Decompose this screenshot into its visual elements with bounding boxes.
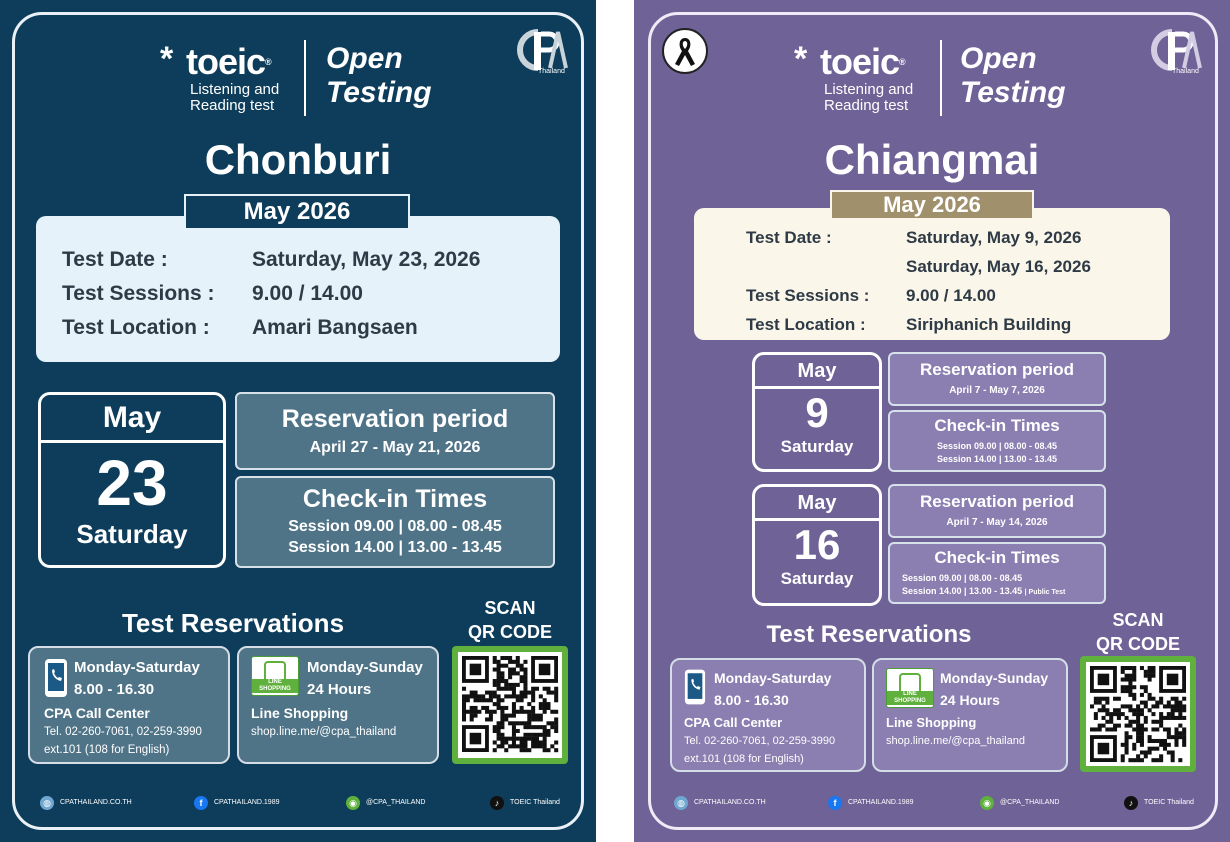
call-hours: 8.00 - 16.30 <box>714 692 789 708</box>
scan-qr-label: SCAN QR CODE <box>467 598 552 642</box>
calendar-day: 9 <box>805 389 829 436</box>
line-shopping-card[interactable] <box>872 658 1068 772</box>
calendar-body <box>755 521 879 589</box>
calendar-date <box>752 352 882 472</box>
checkin-times-box <box>888 542 1106 604</box>
line-shopping-name: Line Shopping <box>886 715 977 730</box>
footer-facebook[interactable]: f CPATHAILAND.1989 <box>194 796 280 810</box>
call-center-card[interactable] <box>670 658 866 772</box>
checkin-times-title: Check-in Times <box>934 548 1060 567</box>
line-days: Monday-Sunday <box>307 659 423 676</box>
checkin-session-1: Session 09.00 | 08.00 - 08.45 <box>902 573 1023 583</box>
line-shopping-card[interactable] <box>237 646 439 764</box>
line-shopping-name: Line Shopping <box>251 705 349 721</box>
call-ext: ext.101 (108 for English) <box>44 744 170 756</box>
calendar-month: May <box>755 487 879 521</box>
calendar-weekday: Saturday <box>780 437 854 456</box>
footer-website[interactable]: ◍ CPATHAILAND.CO.TH <box>674 796 766 810</box>
call-ext: ext.101 (108 for English) <box>684 753 804 765</box>
footer-tiktok[interactable]: ♪ TOEIC Thailand <box>490 796 560 810</box>
qr-code-image <box>1086 662 1190 766</box>
call-center-name: CPA Call Center <box>684 715 783 730</box>
reservations-title: Test Reservations <box>766 621 972 648</box>
toeic-subtitle: Listening and Reading test <box>190 81 280 114</box>
reservation-period-value: April 7 - May 7, 2026 <box>949 385 1045 396</box>
toeic-wordmark: toeic® <box>820 41 905 82</box>
calendar-weekday: Saturday <box>780 569 854 588</box>
calendar-day: 23 <box>96 447 168 519</box>
qr-code[interactable] <box>452 646 568 764</box>
calendar-date <box>38 392 226 568</box>
reservation-period-title: Reservation period <box>281 405 509 433</box>
footer <box>674 796 1204 812</box>
test-location-label: Test Location : <box>62 316 210 339</box>
test-location-value: Amari Bangsaen <box>252 316 418 339</box>
reservation-period-value: April 27 - May 21, 2026 <box>309 439 481 456</box>
poster-chonburi <box>0 0 596 842</box>
calendar-body <box>41 447 223 549</box>
reservations-title: Test Reservations <box>121 608 345 638</box>
line-shopping-url[interactable]: shop.line.me/@cpa_thailand <box>251 726 397 738</box>
call-tel: Tel. 02-260-7061, 02-259-3990 <box>44 726 202 738</box>
line-icon: ◉ <box>980 796 994 810</box>
call-hours: 8.00 - 16.30 <box>74 681 155 698</box>
test-date-label: Test Date : <box>746 228 832 247</box>
city-title: Chiangmai <box>824 136 1040 183</box>
phone-icon <box>684 668 706 706</box>
line-shopping-url[interactable]: shop.line.me/@cpa_thailand <box>886 735 1025 747</box>
line-shopping-icon: LINE SHOPPING <box>251 656 299 696</box>
city-title: Chonburi <box>204 136 392 183</box>
qr-code[interactable] <box>1080 656 1196 772</box>
line-shopping-icon: LINE SHOPPING <box>886 668 934 708</box>
calendar-date <box>752 484 882 606</box>
call-days: Monday-Saturday <box>714 670 832 686</box>
month-banner: May 2026 <box>830 190 1034 220</box>
phone-icon <box>44 658 68 698</box>
cpa-logo-text: Thailand <box>538 68 565 75</box>
call-days: Monday-Saturday <box>74 659 200 676</box>
open-testing-title: Open Testing <box>326 42 432 109</box>
call-tel: Tel. 02-260-7061, 02-259-3990 <box>684 735 836 747</box>
checkin-public-test-note: | Public Test <box>1024 589 1066 596</box>
calendar-body <box>755 389 879 457</box>
cpa-logo-text: Thailand <box>1172 68 1199 75</box>
checkin-times-title: Check-in Times <box>302 485 488 513</box>
tiktok-icon: ♪ <box>1124 796 1138 810</box>
globe-icon: ◍ <box>40 796 54 810</box>
checkin-times-box <box>888 410 1106 472</box>
calendar-month: May <box>41 395 223 443</box>
line-hours: 24 Hours <box>307 681 372 698</box>
facebook-icon: f <box>194 796 208 810</box>
reservation-period-box <box>235 392 555 470</box>
checkin-times-box <box>235 476 555 568</box>
toeic-star-icon: * <box>794 40 808 78</box>
line-hours: 24 Hours <box>940 692 1000 708</box>
test-sessions-value: 9.00 / 14.00 <box>252 282 363 305</box>
call-center-card[interactable] <box>28 646 230 764</box>
reservation-period-title: Reservation period <box>920 360 1074 379</box>
brand-divider <box>304 40 306 116</box>
line-icon: ◉ <box>346 796 360 810</box>
month-banner: May 2026 <box>184 194 410 230</box>
toeic-wordmark: toeic® <box>186 41 271 82</box>
test-sessions-label: Test Sessions : <box>746 286 870 305</box>
footer-facebook[interactable]: f CPATHAILAND.1989 <box>828 796 914 810</box>
reservation-period-box <box>888 352 1106 406</box>
footer <box>40 796 570 812</box>
facebook-icon: f <box>828 796 842 810</box>
test-date-label: Test Date : <box>62 248 168 271</box>
brand-divider <box>940 40 942 116</box>
footer-line[interactable]: ◉ @CPA_THAILAND <box>346 796 426 810</box>
checkin-session-2: Session 14.00 | 13.00 - 13.45 <box>936 454 1058 464</box>
footer-website[interactable]: ◍ CPATHAILAND.CO.TH <box>40 796 132 810</box>
checkin-session-1: Session 09.00 | 08.00 - 08.45 <box>936 441 1058 451</box>
mourning-ribbon-icon <box>662 28 708 74</box>
call-center-name: CPA Call Center <box>44 705 150 721</box>
reservation-period-title: Reservation period <box>920 492 1074 511</box>
checkin-session-1: Session 09.00 | 08.00 - 08.45 <box>288 518 502 535</box>
poster-chiangmai <box>634 0 1230 842</box>
footer-tiktok[interactable]: ♪ TOEIC Thailand <box>1124 796 1194 810</box>
checkin-session-2-row <box>890 585 1104 599</box>
line-days: Monday-Sunday <box>940 670 1049 686</box>
globe-icon: ◍ <box>674 796 688 810</box>
calendar-weekday: Saturday <box>76 519 188 549</box>
tiktok-icon: ♪ <box>490 796 504 810</box>
test-location-label: Test Location : <box>746 315 866 334</box>
scan-qr-label: SCAN QR CODE <box>1095 610 1180 654</box>
checkin-session-2: Session 14.00 | 13.00 - 13.45 <box>902 586 1023 596</box>
toeic-star-icon: * <box>160 40 174 78</box>
reservation-period-value: April 7 - May 14, 2026 <box>946 517 1048 528</box>
qr-code-image <box>458 652 562 758</box>
test-location-value: Siriphanich Building <box>906 315 1072 334</box>
reservation-period-box <box>888 484 1106 538</box>
test-date-value-2: Saturday, May 16, 2026 <box>906 257 1091 276</box>
checkin-session-2: Session 14.00 | 13.00 - 13.45 <box>288 539 502 556</box>
test-sessions-label: Test Sessions : <box>62 282 215 305</box>
test-sessions-value: 9.00 / 14.00 <box>906 286 996 305</box>
test-date-value: Saturday, May 23, 2026 <box>252 248 481 271</box>
toeic-subtitle: Listening and Reading test <box>824 81 914 114</box>
footer-line[interactable]: ◉ @CPA_THAILAND <box>980 796 1060 810</box>
calendar-day: 16 <box>793 521 841 568</box>
open-testing-title: Open Testing <box>960 42 1066 109</box>
calendar-month: May <box>755 355 879 389</box>
checkin-times-title: Check-in Times <box>934 416 1060 435</box>
test-date-value-1: Saturday, May 9, 2026 <box>906 228 1082 247</box>
